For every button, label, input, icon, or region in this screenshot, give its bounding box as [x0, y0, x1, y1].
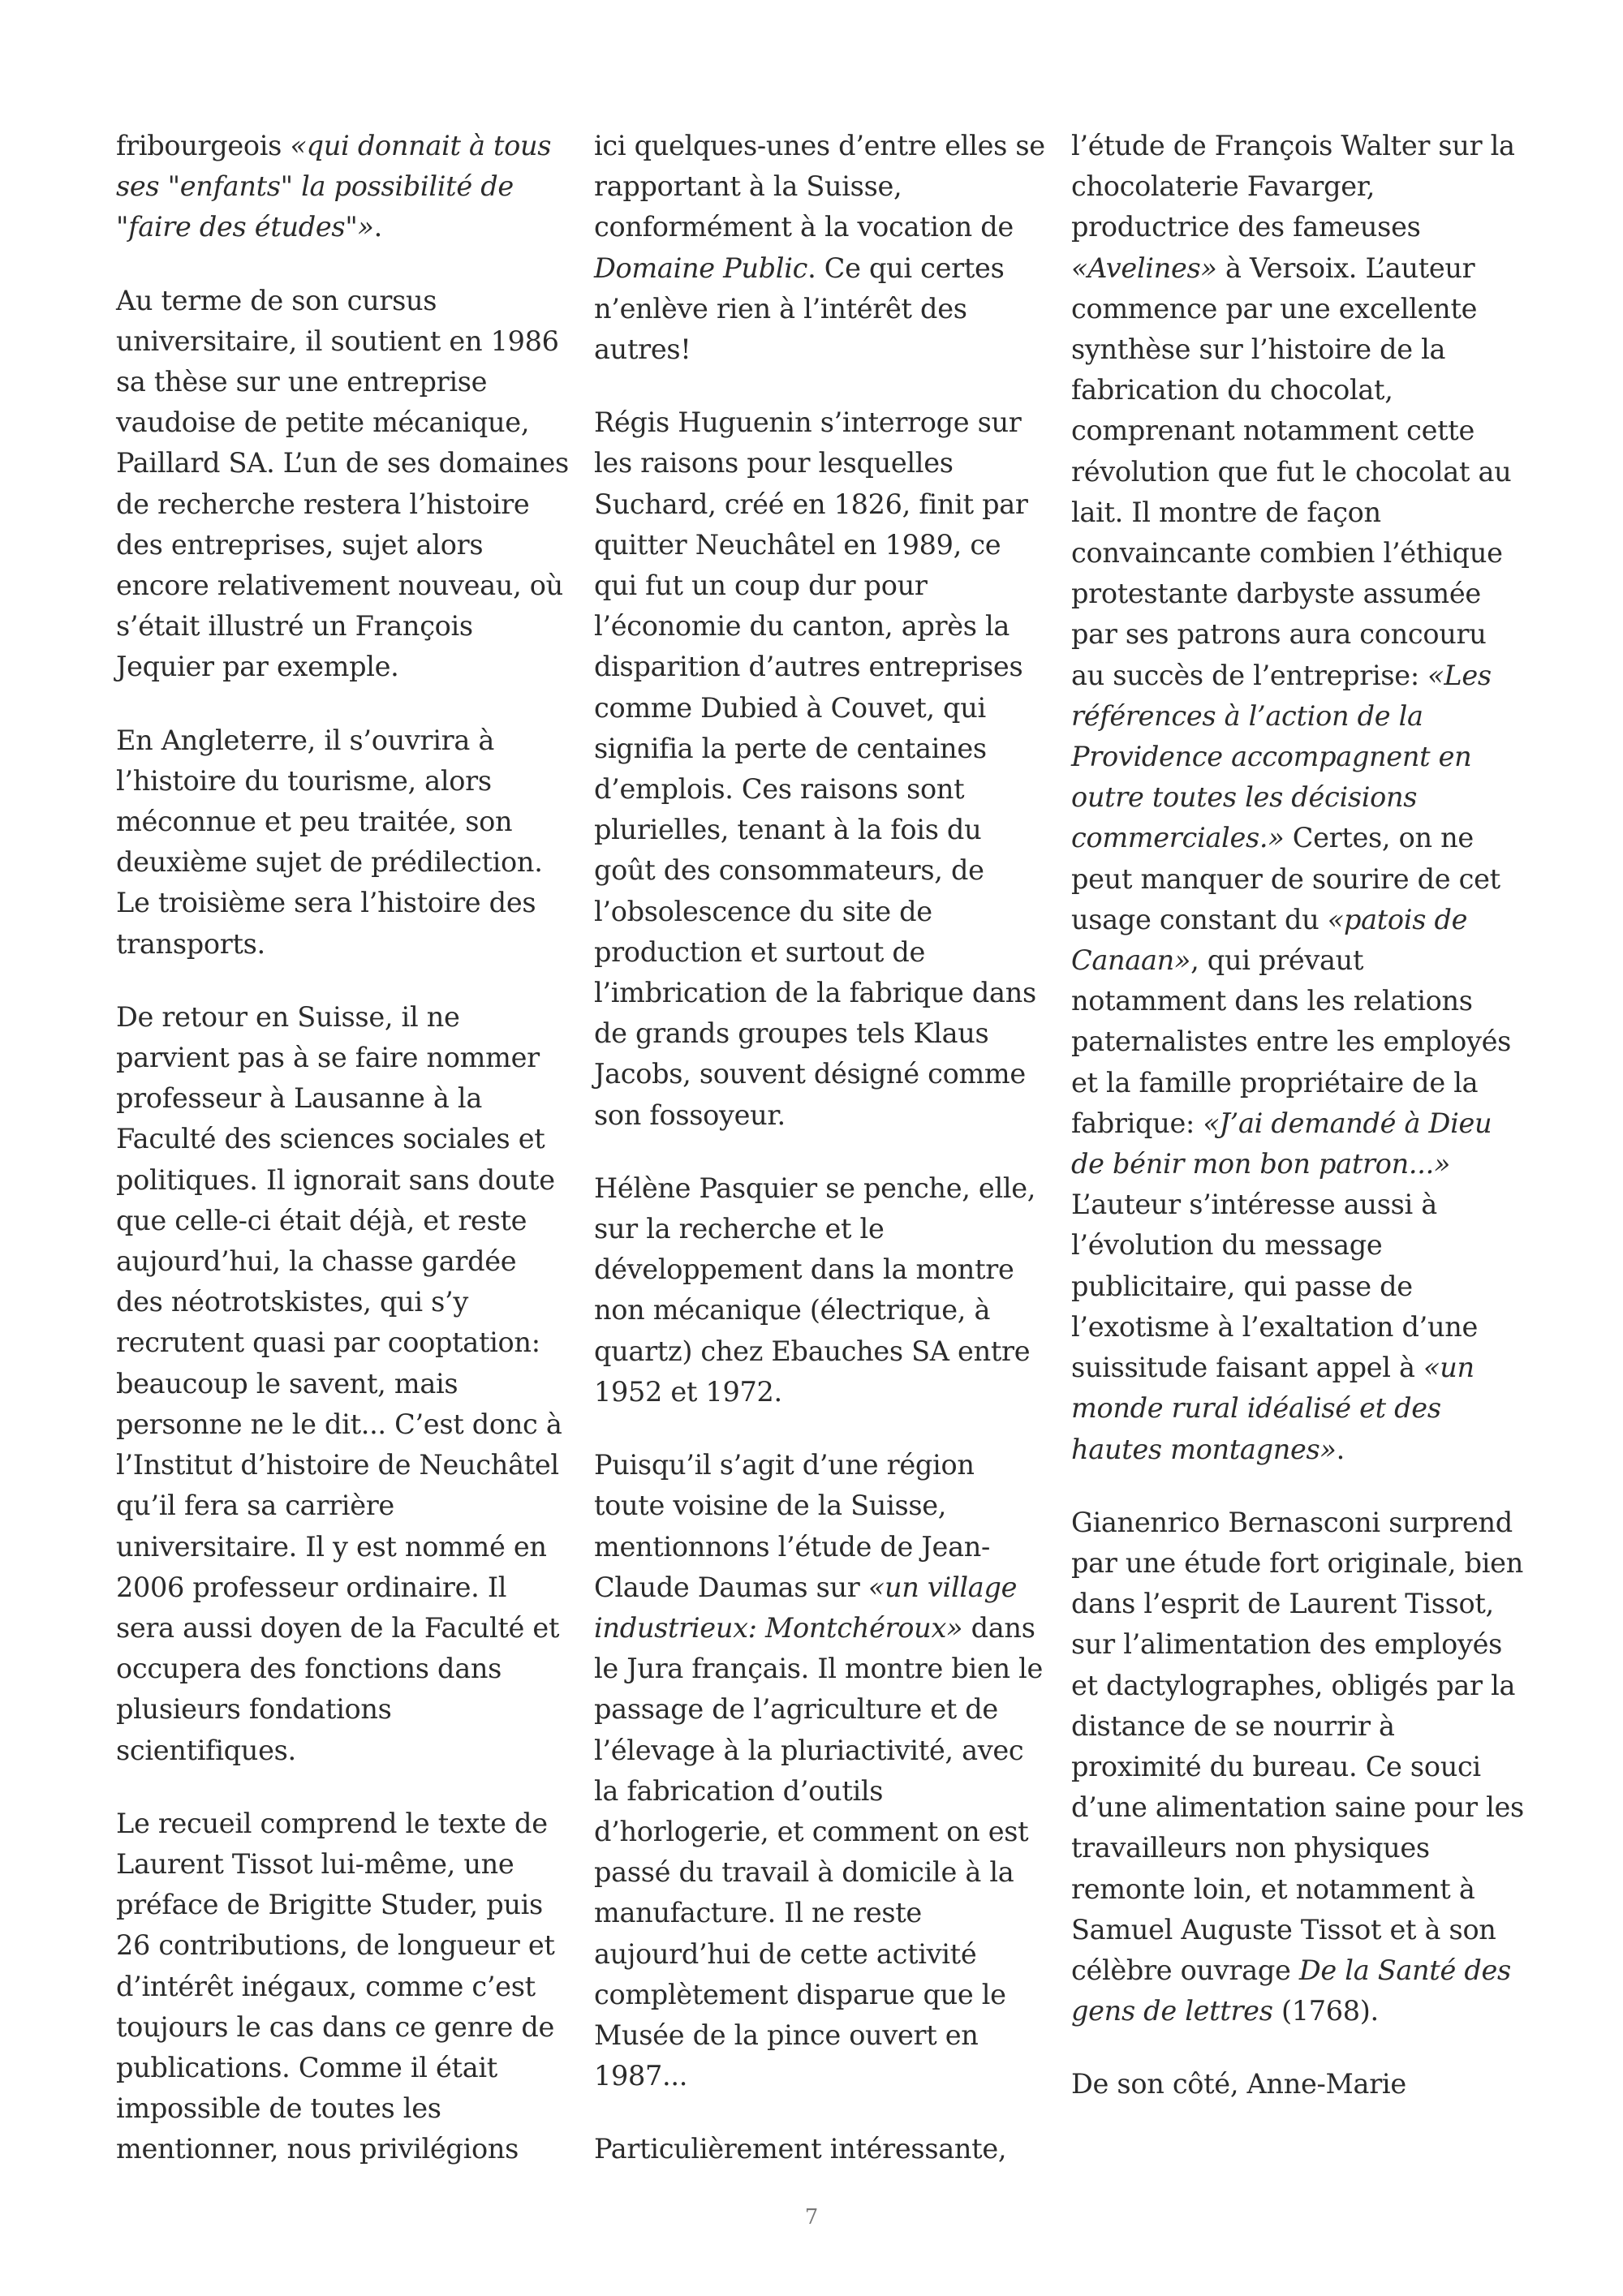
text-run: (1768).	[1272, 1995, 1379, 2027]
paragraph	[1071, 1503, 1526, 2032]
italic-text: «un monde rural idéalisé et des hautes montagnes»	[1071, 1352, 1474, 1465]
paragraph	[116, 997, 570, 1771]
page-number: 7	[804, 2205, 819, 2229]
paragraph	[594, 2129, 1048, 2169]
paragraph	[594, 1445, 1048, 2096]
text-run: Particulièrement intéressante,	[594, 2133, 1007, 2165]
paragraph	[116, 281, 570, 688]
paragraph	[116, 126, 570, 248]
paragraph	[594, 402, 1048, 1136]
text-run: . Ce qui certes n’enlève rien à l’intérêt des autres!	[594, 252, 1005, 366]
italic-text: «Les références à l’action de la Providence accompagnent en outre toutes les décisions commerciales.»	[1071, 659, 1492, 854]
italic-text: «Avelines»	[1071, 252, 1217, 284]
italic-text: «un village industrieux: Montchéroux»	[594, 1571, 1018, 1644]
italic-text: «qui donnait à tous ses "enfants" la possibilité de "faire des études"»	[116, 130, 552, 243]
text-run: Certes, on ne peut manquer de sourire de cet usage constant du	[1071, 822, 1500, 935]
italic-text: «J’ai demandé à Dieu de bénir mon bon patron...»	[1071, 1107, 1492, 1180]
text-column-1	[116, 126, 570, 2170]
paragraph	[1071, 2064, 1526, 2105]
text-column-2	[594, 126, 1048, 2170]
paragraph	[1071, 126, 1526, 1470]
text-run: Gianenrico Bernasconi surprend par une étude fort originale, bien dans l’esprit de Laurent Tissot, sur l’alimentation des employés et dactylographes, obligés par la distance de se nourrir à proximité du bureau. Ce souci d’une alimentation saine pour les travailleurs non physiques remonte loin, et notamment à Samuel Auguste Tissot et à son célèbre ouvrage	[1071, 1506, 1524, 1986]
text-run: Au terme de son cursus universitaire, il soutient en 1986 sa thèse sur une entreprise vaudoise de petite mécanique, Paillard SA. L’un de ses domaines de recherche restera l’histoire des entreprises, sujet alors encore relativement nouveau, où s’était illustré un François Jequier par exemple.	[116, 284, 569, 683]
text-run: fribourgeois	[116, 130, 291, 161]
text-run: Hélène Pasquier se penche, elle, sur la recherche et le développement dans la montre non mécanique (électrique, à quartz) chez Ebauches SA entre 1952 et 1972.	[594, 1172, 1036, 1408]
italic-text: De la Santé des gens de lettres	[1071, 1954, 1511, 2027]
text-run: Régis Huguenin s’interroge sur les raisons pour lesquelles Suchard, créé en 1826, finit par quitter Neuchâtel en 1989, ce qui fut un coup dur pour l’économie du canton, après la disparition d’autres entreprises comme Dubied à Couvet, qui signifia la perte de centaines d’emplois. Ces raisons sont plurielles, tenant à la fois du goût des consommateurs, de l’obsolescence du site de production et surtout de l’imbrication de la fabrique dans de grands groupes tels Klaus Jacobs, souvent désigné comme son fossoyeur.	[594, 406, 1036, 1131]
text-run: ici quelques-unes d’entre elles se rapportant à la Suisse, conformément à la vocation de	[594, 130, 1045, 243]
text-run: , qui prévaut notamment dans les relations paternalistes entre les employés et la famille propriétaire de la fabrique:	[1071, 944, 1512, 1139]
paragraph	[116, 1804, 570, 2170]
text-run: .	[373, 211, 382, 243]
paragraph	[594, 1168, 1048, 1412]
text-run: L’auteur s’intéresse aussi à l’évolution du message publicitaire, qui passe de l’exotisme à l’exaltation d’une suissitude faisant appel à	[1071, 1189, 1479, 1384]
italic-text: «patois de Canaan»	[1071, 903, 1468, 977]
text-run: à Versoix. L’auteur commence par une excellente synthèse sur l’histoire de la fabrication du chocolat, comprenant notamment cette révolution que fut le chocolat au lait. Il montre de façon convaincante combien l’éthique protestante darbyste assumée par ses patrons aura concouru au succès de l’entreprise:	[1071, 252, 1512, 691]
text-run: En Angleterre, il s’ouvrira à l’histoire du tourisme, alors méconnue et peu traitée, son deuxième sujet de prédilection. Le troisième sera l’histoire des transports.	[116, 724, 543, 960]
text-run: .	[1336, 1433, 1345, 1465]
text-run: Puisqu’il s’agit d’une région toute voisine de la Suisse, mentionnons l’étude de Jean-Claude Daumas sur	[594, 1449, 991, 1603]
paragraph	[594, 126, 1048, 370]
paragraph	[116, 720, 570, 965]
text-run: Le recueil comprend le texte de Laurent Tissot lui-même, une préface de Brigitte Studer, puis 26 contributions, de longueur et d’intérêt inégaux, comme c’est toujours le cas dans ce genre de publications. Comme il était impossible de toutes les mentionner, nous privilégions	[116, 1807, 555, 2165]
text-run: De son côté, Anne-Marie	[1071, 2068, 1406, 2100]
text-run: l’étude de François Walter sur la chocolaterie Favarger, productrice des fameuses	[1071, 130, 1515, 243]
italic-text: Domaine Public	[594, 252, 808, 284]
text-column-3	[1071, 126, 1526, 2105]
text-run: dans le Jura français. Il montre bien le passage de l’agriculture et de l’élevage à la pluriactivité, avec la fabrication d’outils d’horlogerie, et comment on est passé du travail à domicile à la manufacture. Il ne reste aujourd’hui de cette activité complètement disparue que le Musée de la pince ouvert en 1987...	[594, 1611, 1044, 2092]
text-run: De retour en Suisse, il ne parvient pas à se faire nommer professeur à Lausanne à la Faculté des sciences sociales et politiques. Il ignorait sans doute que celle-ci était déjà, et reste aujourd’hui, la chasse gardée des néotrotskistes, qui s’y recrutent quasi par cooptation: beaucoup le savent, mais personne ne le dit... C’est donc à l’Institut d’histoire de Neuchâtel qu’il fera sa carrière universitaire. Il y est nommé en 2006 professeur ordinaire. Il sera aussi doyen de la Faculté et occupera des fonctions dans plusieurs fondations scientifiques.	[116, 1000, 562, 1766]
